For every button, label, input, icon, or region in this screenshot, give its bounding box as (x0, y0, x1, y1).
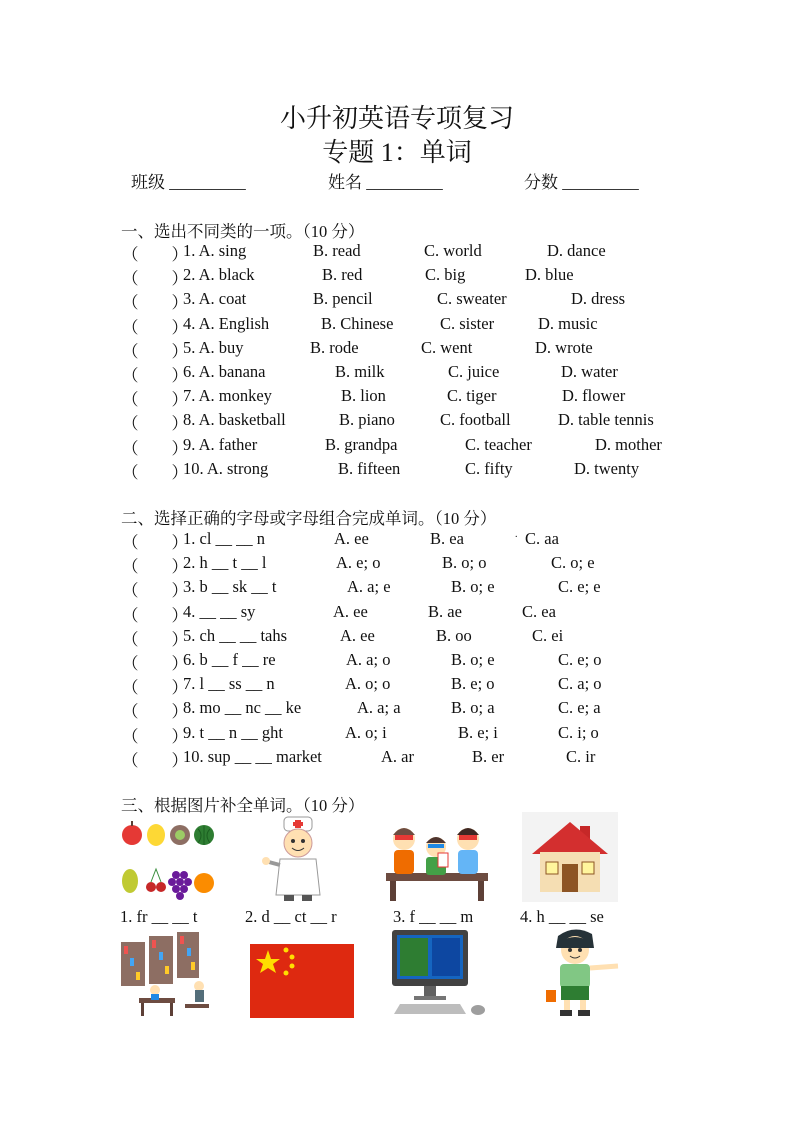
section2-word: 4. __ __ sy (183, 601, 256, 621)
section2-word: 8. mo __ nc __ ke (183, 698, 302, 718)
section2-word: 10. sup __ __ market (183, 746, 322, 766)
section2-word: 2. h __ t __ l (183, 553, 267, 573)
section1-option-c: C. sweater (437, 289, 507, 309)
section2-option-c: C. e; a (558, 698, 601, 718)
section2-option-c: C. o; e (551, 553, 595, 573)
section1-answer-blank[interactable]: （ ） (122, 366, 188, 385)
section1-answer-blank[interactable]: （ ） (122, 269, 188, 289)
section2-option-a: A. a; e (347, 577, 391, 597)
section1-option-b: B. rode (310, 337, 359, 357)
section1-option-b: B. Chinese (321, 313, 394, 333)
section1-option-d: D. twenty (574, 458, 640, 478)
score-label: 分数 (524, 173, 558, 192)
section1-option-a: 4. A. English (183, 313, 270, 333)
section1-option-d: D. music (538, 313, 598, 333)
section2-option-b: B. er (472, 746, 505, 766)
section1-option-c: C. football (440, 410, 511, 430)
section2-answer-blank[interactable]: （ ） (122, 678, 188, 698)
schoolboy-picture (540, 926, 624, 1018)
section2-option-b: B. ae (428, 601, 462, 621)
section1-option-a: 8. A. basketball (183, 410, 286, 430)
section1-option-b: B. lion (341, 386, 386, 406)
section2-answer-blank[interactable]: （ ） (122, 557, 188, 577)
section1-option-b: B. grandpa (325, 434, 398, 454)
section1-option-a: 1. A. sing (183, 241, 247, 260)
section2-option-b: B. o; a (451, 698, 495, 718)
china-flag-picture (250, 944, 354, 1018)
page-title: 小升初英语专项复习 (279, 104, 514, 133)
section2-answer-blank[interactable]: （ ） (122, 726, 188, 746)
section2-option-c: C. ei (532, 625, 564, 645)
caption-4: 4. h __ __ se (520, 907, 604, 926)
section1-answer-blank[interactable]: （ ） (122, 341, 188, 361)
section1-option-a: 10. A. strong (183, 458, 269, 478)
section2-option-b: B. ea (430, 529, 464, 548)
class-label: 班级 (131, 173, 165, 192)
section3-title: 三、根据图片补全单词。（10 分） (121, 796, 365, 815)
name-field (328, 168, 443, 193)
section1-option-d: D. flower (562, 386, 626, 406)
section2-option-a: A. ar (381, 746, 414, 766)
section1-option-b: B. fifteen (338, 458, 401, 478)
section1-answer-blank[interactable]: （ ） (122, 317, 188, 337)
section2-answer-blank[interactable]: （ ） (122, 629, 188, 649)
section1-option-c: C. big (425, 265, 466, 285)
fruit-picture (118, 815, 216, 903)
section2-option-c: C. ir (566, 746, 596, 766)
section1-title: 一、选出不同类的一项。（10 分） (121, 222, 365, 241)
section1-option-c: C. sister (440, 313, 495, 333)
caption-3: 3. f __ __ m (393, 907, 474, 926)
section2-answer-blank[interactable]: （ ） (122, 533, 188, 552)
section2-option-b: B. e; o (451, 674, 495, 694)
section2-word: 9. t __ n __ ght (183, 722, 283, 742)
section2-option-a: A. e; o (336, 553, 381, 573)
section1-option-d: D. water (561, 362, 618, 381)
section1-option-b: B. piano (339, 410, 395, 430)
section2-option-c: C. a; o (558, 674, 602, 694)
section1-option-b: B. pencil (313, 289, 373, 309)
section1-option-a: 3. A. coat (183, 289, 247, 309)
section1-answer-blank[interactable]: （ ） (122, 245, 188, 264)
section2-answer-blank[interactable]: （ ） (122, 605, 188, 625)
section1-option-b: B. red (322, 265, 363, 285)
section1-option-d: D. dance (547, 241, 606, 260)
section2-word: 7. l __ ss __ n (183, 674, 275, 694)
section2-option-a: A. a; o (346, 650, 391, 669)
section1-answer-blank[interactable]: （ ） (122, 293, 188, 313)
section1-option-a: 9. A. father (183, 434, 258, 454)
section2-answer-blank[interactable]: （ ） (122, 654, 188, 673)
section2-option-b: B. o; o (442, 553, 487, 573)
section1-option-d: D. wrote (535, 337, 593, 357)
score-field (524, 168, 639, 193)
section2-option-c: C. e; e (558, 577, 601, 597)
doctor-picture (262, 815, 334, 903)
section1-option-d: D. table tennis (558, 410, 654, 430)
stray-dot: . (515, 529, 518, 540)
section2-title: 二、选择正确的字母或字母组合完成单词。（10 分） (121, 509, 497, 528)
section1-option-a: 7. A. monkey (183, 386, 272, 406)
section1-option-a: 6. A. banana (183, 362, 266, 381)
page-subtitle: 专题 1：单词 (322, 138, 472, 167)
section1-option-d: D. mother (595, 434, 662, 454)
section2-answer-blank[interactable]: （ ） (122, 702, 188, 722)
caption-1: 1. fr __ __ t (120, 907, 198, 926)
section1-option-c: C. tiger (447, 386, 497, 406)
section2-answer-blank[interactable]: （ ） (122, 750, 188, 770)
section1-option-d: D. dress (571, 289, 626, 309)
section2-option-a: A. ee (333, 601, 368, 621)
section1-option-c: C. world (424, 241, 482, 260)
class-field (131, 168, 246, 193)
section2-option-a: A. a; a (357, 698, 401, 718)
section2-option-a: A. o; i (345, 722, 387, 742)
section1-answer-blank[interactable]: （ ） (122, 438, 188, 458)
section2-option-c: C. ea (522, 601, 556, 621)
section2-word: 6. b __ f __ re (183, 650, 276, 669)
section1-option-c: C. fifty (465, 458, 513, 478)
section1-option-a: 5. A. buy (183, 337, 244, 357)
name-label: 姓名 (328, 173, 362, 192)
section1-option-c: C. teacher (465, 434, 532, 454)
section1-option-c: C. went (421, 337, 473, 357)
section2-option-b: B. oo (436, 625, 472, 645)
section2-option-a: A. ee (340, 625, 375, 645)
section1-option-b: B. milk (335, 362, 385, 381)
section1-answer-blank[interactable]: （ ） (122, 462, 188, 482)
section2-word: 3. b __ sk __ t (183, 577, 277, 597)
section2-option-a: A. o; o (345, 674, 391, 694)
section2-option-c: C. i; o (558, 722, 599, 742)
class-blank: _________ (169, 173, 246, 192)
section1-option-d: D. blue (525, 265, 574, 285)
caption-2: 2. d __ ct __ r (245, 907, 337, 926)
section1-option-b: B. read (313, 241, 361, 260)
section1-option-c: C. juice (448, 362, 500, 381)
section2-answer-blank[interactable]: （ ） (122, 581, 188, 601)
film-picture (386, 815, 488, 903)
section1-option-a: 2. A. black (183, 265, 255, 285)
section1-answer-blank[interactable]: （ ） (122, 414, 188, 434)
section2-option-b: B. o; e (451, 650, 495, 669)
computer-picture (390, 926, 488, 1018)
section1-answer-blank[interactable]: （ ） (122, 390, 188, 410)
section2-option-c: C. aa (525, 529, 559, 548)
section2-word: 5. ch __ __ tahs (183, 625, 288, 645)
library-picture (119, 928, 213, 1018)
score-blank: _________ (562, 173, 639, 192)
house-picture (522, 812, 618, 902)
section2-option-b: B. o; e (451, 577, 495, 597)
section2-word: 1. cl __ __ n (183, 529, 266, 548)
section2-option-b: B. e; i (458, 722, 498, 742)
section2-option-c: C. e; o (558, 650, 602, 669)
section2-option-a: A. ee (334, 529, 369, 548)
name-blank: _________ (366, 173, 443, 192)
